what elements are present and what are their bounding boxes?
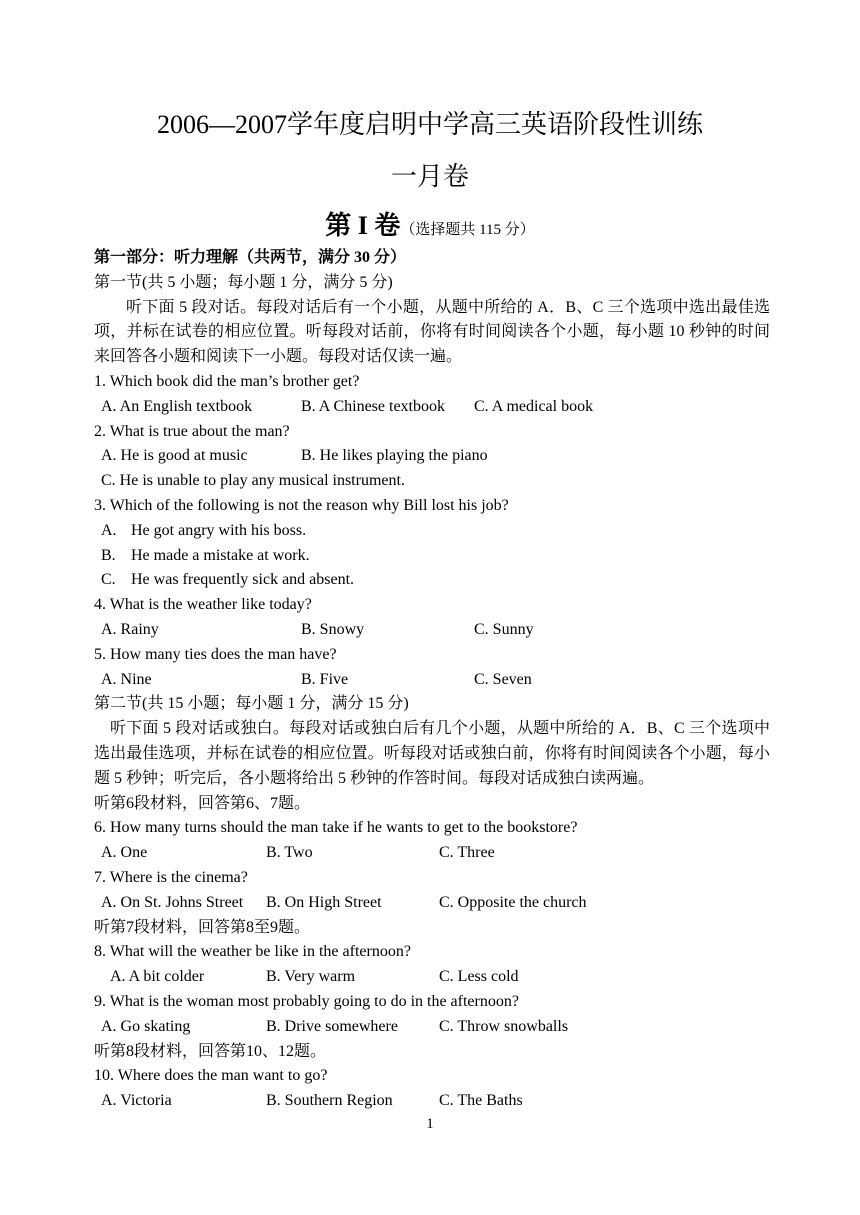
question-3: 3. Which of the following is not the reason why Bill lost his job? (94, 496, 509, 514)
material-8-note: 听第8段材料，回答第10、12题。 (94, 1042, 327, 1060)
question-2-option-c-row (94, 469, 770, 494)
option-b: B. He made a mistake at work. (101, 546, 310, 564)
exam-title: 2006—2007学年度启明中学高三英语阶段性训练 (156, 110, 703, 139)
paper-note: （选择题共 115 分） (400, 222, 535, 238)
question-10-options (94, 1089, 770, 1114)
exam-content (94, 246, 770, 1114)
question-2-options (94, 444, 770, 469)
option-a: A. He got angry with his boss. (101, 521, 307, 539)
option-c: C. A medical book (474, 397, 594, 415)
section2-heading: 第二节(共 15 小题；每小题 1 分，满分 15 分) (94, 695, 409, 713)
option-b: B. Very warm (266, 968, 356, 986)
question-6: 6. How many turns should the man take if he wants to get to the bookstore? (94, 819, 578, 837)
question-8-options (94, 965, 770, 990)
question-5: 5. How many ties does the man have? (94, 645, 337, 663)
option-a: A. He is good at music (101, 447, 248, 465)
option-c: C. He was frequently sick and absent. (101, 571, 355, 589)
option-a: A. One (101, 844, 148, 862)
section2-instructions: 听下面 5 段对话或独白。每段对话或独白后有几个小题，从题中所给的 A．B、C 三个选项中选出最佳选项，并标在试卷的相应位置。听每段对话或独白前，你将有时间阅读各个小题，每小题 5 秒钟；听完后，各小题将给出 5 秒钟的作答时间。每段对话成独白读两遍。 (94, 720, 770, 787)
option-a: A. An English textbook (101, 397, 253, 415)
question-1: 1. Which book did the man’s brother get? (94, 372, 360, 390)
option-b: B. Drive somewhere (266, 1017, 398, 1035)
question-5-options (94, 668, 770, 693)
option-c: C. He is unable to play any musical instrument. (101, 472, 405, 490)
option-a: A. Victoria (101, 1092, 172, 1110)
question-7: 7. Where is the cinema? (94, 868, 248, 886)
question-9-options (94, 1015, 770, 1040)
section1-heading: 第一节(共 5 小题；每小题 1 分，满分 5 分) (94, 273, 393, 291)
page-number: 1 (426, 1116, 434, 1132)
option-b: B. Two (266, 844, 313, 862)
option-b: B. He likes playing the piano (301, 447, 488, 465)
paper-heading (0, 205, 860, 242)
option-b: B. Snowy (301, 620, 365, 638)
option-c: C. Opposite the church (439, 893, 587, 911)
option-c: C. Seven (474, 670, 532, 688)
question-10: 10. Where does the man want to go? (94, 1067, 328, 1085)
option-b: B. On High Street (266, 893, 382, 911)
question-2: 2. What is true about the man? (94, 422, 290, 440)
option-a: A. Rainy (101, 620, 159, 638)
option-b: B. Southern Region (266, 1092, 393, 1110)
option-c: C. Less cold (439, 968, 519, 986)
option-c: C. The Baths (439, 1092, 523, 1110)
option-a: A. A bit colder (110, 968, 205, 986)
option-c: C. Sunny (474, 620, 534, 638)
option-c: C. Three (439, 844, 495, 862)
question-9: 9. What is the woman most probably going to do in the afternoon? (94, 992, 519, 1010)
option-a: A. Go skating (101, 1017, 191, 1035)
question-8: 8. What will the weather be like in the afternoon? (94, 943, 411, 961)
option-b: B. A Chinese textbook (301, 397, 445, 415)
option-a: A. Nine (101, 670, 152, 688)
question-6-options (94, 841, 770, 866)
section1-instructions: 听下面 5 段对话。每段对话后有一个小题，从题中所给的 A．B、C 三个选项中选出最佳选项，并标在试卷的相应位置。听每段对话前，你将有时间阅读各个小题，每小题 10 秒钟的时间来回答各小题和阅读下一小题。每段对话仅读一遍。 (94, 298, 770, 366)
material-6-note: 听第6段材料，回答第6、7题。 (94, 794, 311, 812)
exam-subtitle: 一月卷 (390, 162, 469, 191)
material-7-note: 听第7段材料，回答第8至9题。 (94, 918, 311, 936)
paper-label: 第 I 卷 (325, 211, 401, 240)
option-a: A. On St. Johns Street (101, 893, 244, 911)
question-1-options (94, 395, 770, 420)
option-b: B. Five (301, 670, 349, 688)
option-c: C. Throw snowballs (439, 1017, 569, 1035)
part1-heading: 第一部分：听力理解（共两节，满分 30 分） (94, 249, 407, 266)
question-7-options (94, 891, 770, 916)
question-4-options (94, 618, 770, 643)
question-4: 4. What is the weather like today? (94, 596, 312, 614)
